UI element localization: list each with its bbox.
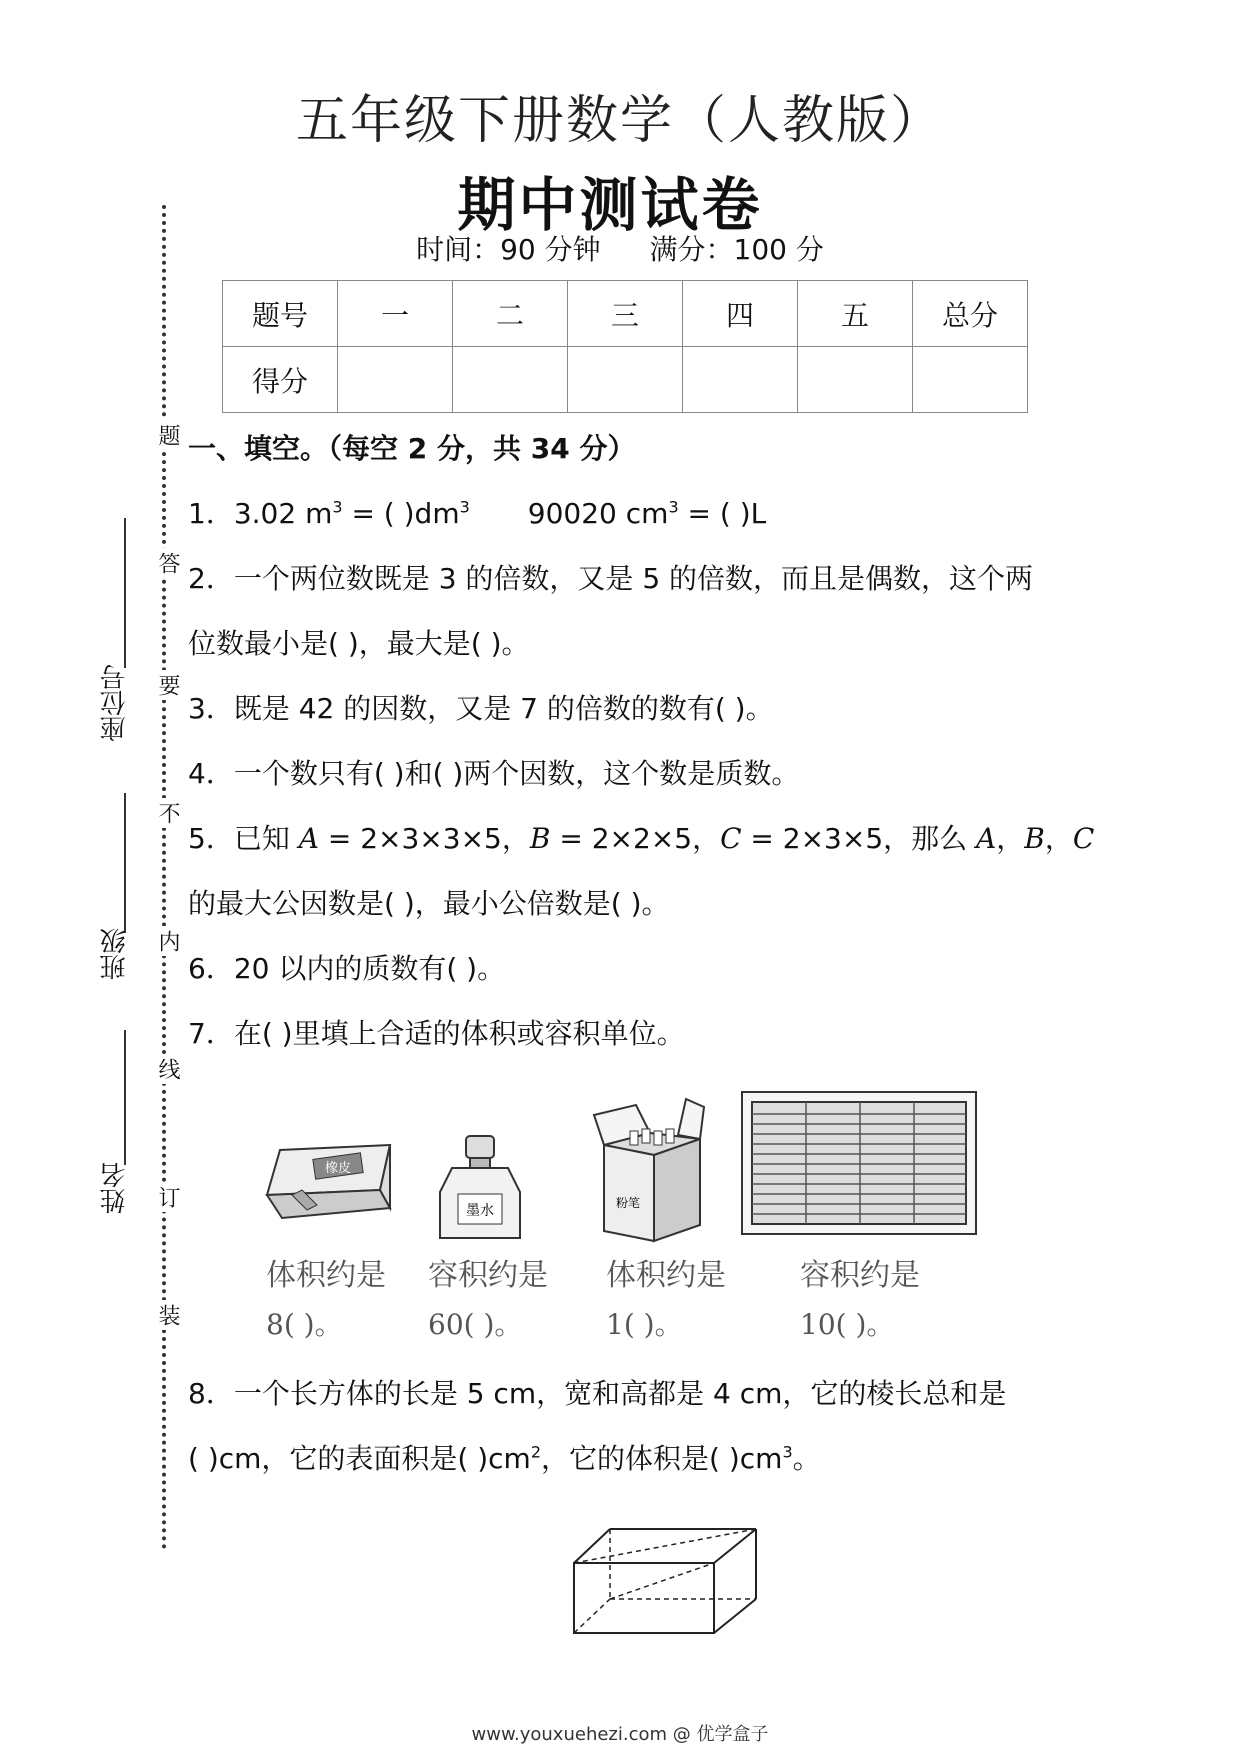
score-table-score-row bbox=[223, 347, 1028, 413]
cuboid-figure bbox=[570, 1525, 770, 1637]
question-8-line1: 8．一个长方体的长是 5 cm，宽和高都是 4 cm，它的棱长总和是 bbox=[188, 1377, 1007, 1410]
question-7: 7．在( )里填上合适的体积或容积单位。 bbox=[188, 1017, 685, 1050]
seat-number-field[interactable] bbox=[124, 518, 126, 668]
picture-caption: 容积约是 bbox=[428, 1258, 548, 1293]
question-5-line2: 的最大公因数是( )，最小公倍数是( )。 bbox=[188, 887, 670, 920]
picture-answer: 1( )。 bbox=[606, 1308, 683, 1341]
exam-full-score: 满分：100 分 bbox=[649, 233, 824, 266]
ink-label: 墨水 bbox=[466, 1203, 494, 1219]
binding-char: 内 bbox=[152, 926, 183, 956]
question-1: 1．3.02 $m^3$ = ( )$dm^3$ 90020 $cm^3$ = ( )L bbox=[188, 497, 767, 530]
picture-caption: 体积约是 bbox=[266, 1258, 386, 1293]
question-3: 3．既是 42 的因数，又是 7 的倍数的数有( )。 bbox=[188, 692, 774, 725]
exam-time: 时间：90 分钟 bbox=[416, 233, 601, 266]
question-6: 6．20 以内的质数有( )。 bbox=[188, 952, 506, 985]
footer-watermark: www.youxuehezi.com @ 优学盒子 bbox=[471, 1724, 769, 1745]
question-5-line1: 5．已知 A = 2×3×3×5，B = 2×2×5，C = 2×3×5，那么 A，B，C bbox=[188, 822, 1095, 855]
binding-char: 答 bbox=[152, 548, 183, 578]
exam-subtitle: 期中测试卷 bbox=[457, 171, 763, 239]
exam-meta bbox=[0, 228, 1240, 268]
score-input-cell[interactable] bbox=[338, 347, 453, 413]
ink-bottle-picture bbox=[432, 1132, 528, 1244]
score-table-cell: 总分 bbox=[913, 281, 1028, 347]
score-table-header-row bbox=[223, 281, 1028, 347]
score-input-cell[interactable] bbox=[798, 347, 913, 413]
eraser-label: 橡皮 bbox=[324, 1161, 352, 1176]
score-input-cell[interactable] bbox=[913, 347, 1028, 413]
question-4: 4．一个数只有( )和( )两个因数，这个数是质数。 bbox=[188, 757, 800, 790]
cabinet-picture bbox=[740, 1090, 980, 1240]
exam-title: 五年级下册数学（人教版） bbox=[295, 91, 944, 151]
picture-answer: 60( )。 bbox=[428, 1308, 523, 1341]
score-table-cell: 题号 bbox=[223, 281, 338, 347]
binding-char: 线 bbox=[152, 1054, 183, 1084]
seat-number-label: 座位号 bbox=[100, 664, 130, 742]
question-2-line1: 2．一个两位数既是 3 的倍数，又是 5 的倍数，而且是偶数，这个两 bbox=[188, 562, 1034, 595]
score-table-cell: 三 bbox=[568, 281, 683, 347]
score-input-cell[interactable] bbox=[568, 347, 683, 413]
question-8-line2: ( )cm，它的表面积是( )$cm^2$，它的体积是( )$cm^3$。 bbox=[188, 1442, 821, 1475]
class-field[interactable] bbox=[124, 793, 126, 933]
binding-char: 订 bbox=[152, 1182, 183, 1212]
name-label: 姓名 bbox=[100, 1162, 130, 1214]
chalk-box-picture bbox=[590, 1095, 706, 1243]
binding-char: 装 bbox=[152, 1300, 183, 1330]
score-input-cell[interactable] bbox=[453, 347, 568, 413]
name-field[interactable] bbox=[124, 1030, 126, 1165]
binding-dotted-line bbox=[162, 205, 166, 1550]
section-heading: 一、填空。（每空 2 分，共 34 分） bbox=[188, 432, 636, 465]
picture-answer: 10( )。 bbox=[800, 1308, 895, 1341]
score-table-cell: 四 bbox=[683, 281, 798, 347]
binding-char: 题 bbox=[152, 420, 183, 450]
eraser-picture bbox=[262, 1090, 394, 1240]
class-label: 班级 bbox=[100, 928, 130, 980]
score-table-cell: 得分 bbox=[223, 347, 338, 413]
score-table bbox=[222, 280, 1028, 413]
score-table-cell: 二 bbox=[453, 281, 568, 347]
binding-char: 要 bbox=[152, 670, 183, 700]
binding-char: 不 bbox=[152, 798, 183, 828]
picture-caption: 容积约是 bbox=[800, 1258, 920, 1293]
score-table-cell: 五 bbox=[798, 281, 913, 347]
score-input-cell[interactable] bbox=[683, 347, 798, 413]
picture-answer: 8( )。 bbox=[266, 1308, 343, 1341]
chalk-label: 粉笔 bbox=[615, 1196, 641, 1210]
question-2-line2: 位数最小是( )，最大是( )。 bbox=[188, 627, 530, 660]
picture-caption: 体积约是 bbox=[606, 1258, 726, 1293]
score-table-cell: 一 bbox=[338, 281, 453, 347]
